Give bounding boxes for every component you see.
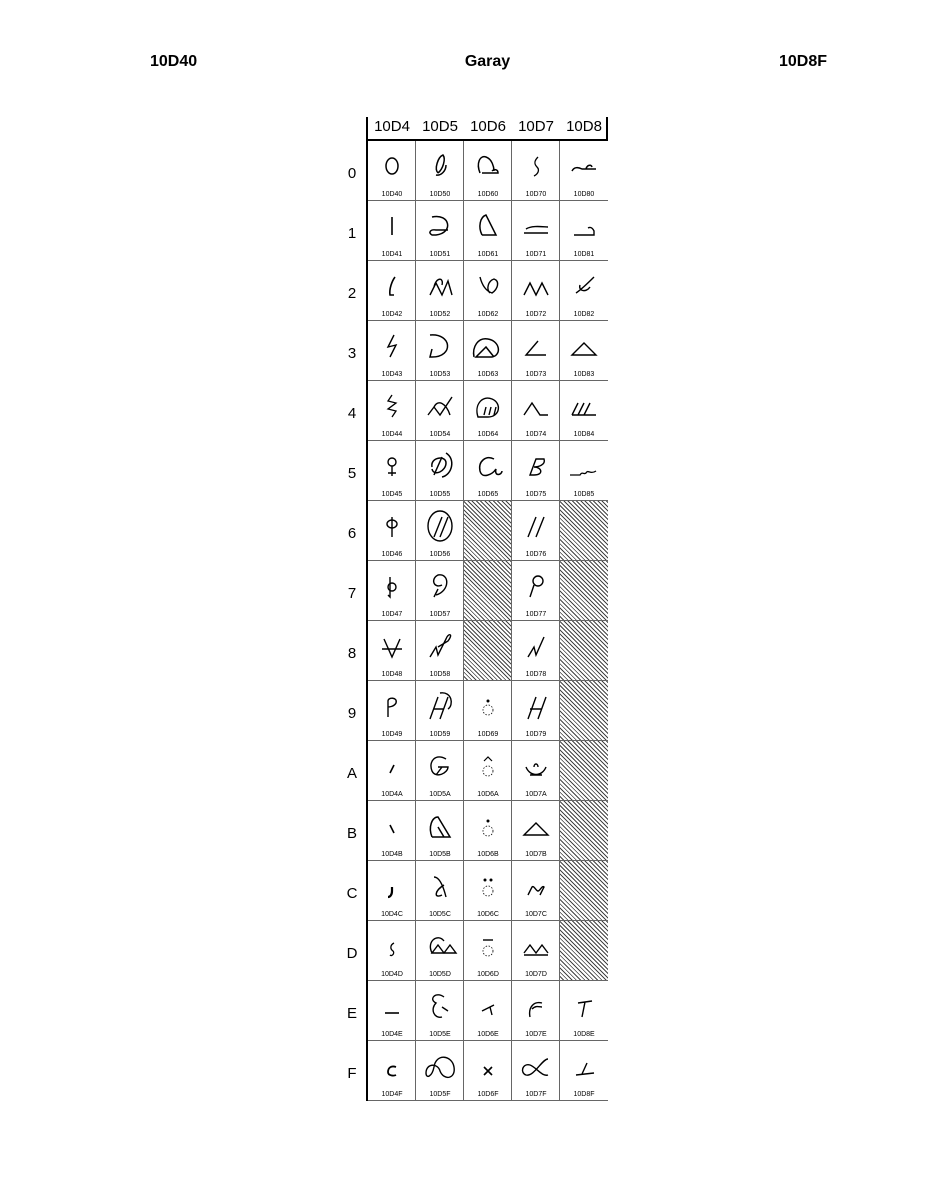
circumflex-mark-icon xyxy=(464,749,512,783)
code-cell xyxy=(512,501,560,561)
n-slash-icon xyxy=(512,629,560,663)
code-cell xyxy=(464,921,512,981)
code-point-label: 10D82 xyxy=(573,311,595,318)
triangle-hook-icon xyxy=(464,209,512,243)
check-arc-icon xyxy=(416,389,464,423)
reserved-cell xyxy=(560,921,608,981)
code-cell xyxy=(560,261,608,321)
times-icon xyxy=(464,1049,512,1083)
code-point-label: 10D42 xyxy=(381,311,403,318)
code-point-label: 10D75 xyxy=(525,491,547,498)
reserved-cell xyxy=(560,561,608,621)
code-cell xyxy=(368,201,416,261)
code-cell xyxy=(560,321,608,381)
b-slash-icon xyxy=(512,449,560,483)
code-point-label: 10D77 xyxy=(525,611,547,618)
code-point-label: 10D4D xyxy=(381,971,403,978)
code-cell xyxy=(512,681,560,741)
code-point-label: 10D49 xyxy=(381,731,403,738)
code-cell xyxy=(464,141,512,201)
c-icon xyxy=(368,1049,416,1083)
curl-v-icon xyxy=(464,269,512,303)
tick-icon xyxy=(464,989,512,1023)
code-cell xyxy=(464,681,512,741)
row-header: 3 xyxy=(347,345,357,362)
dot-mark-icon xyxy=(464,809,512,843)
code-point-label: 10D76 xyxy=(525,551,547,558)
row-header: 8 xyxy=(347,645,357,662)
code-cell xyxy=(368,621,416,681)
q-icon xyxy=(368,569,416,603)
code-point-label: 10D44 xyxy=(381,431,403,438)
dot-above-icon xyxy=(464,689,512,723)
code-cell xyxy=(512,441,560,501)
m-wave-icon xyxy=(512,269,560,303)
code-cell xyxy=(416,1041,464,1101)
code-point-label: 10D7B xyxy=(525,851,547,858)
p-icon xyxy=(368,689,416,723)
code-point-label: 10D4E xyxy=(381,1031,403,1038)
code-point-label: 10D7D xyxy=(525,971,547,978)
code-chart xyxy=(346,117,608,1101)
code-point-label: 10D5F xyxy=(429,1091,451,1098)
code-point-label: 10D41 xyxy=(381,251,403,258)
d-triangle-icon xyxy=(464,329,512,363)
v-cross-icon xyxy=(368,629,416,663)
d-loop-icon xyxy=(416,209,464,243)
b-loop-icon xyxy=(416,449,464,483)
code-cell xyxy=(368,381,416,441)
n-hook-icon xyxy=(416,629,464,663)
code-point-label: 10D5C xyxy=(429,911,451,918)
code-cell xyxy=(368,981,416,1041)
d-open-icon xyxy=(416,329,464,363)
code-cell xyxy=(416,501,464,561)
zigzag-icon xyxy=(368,389,416,423)
code-cell xyxy=(560,381,608,441)
code-point-label: 10D51 xyxy=(429,251,451,258)
code-point-label: 10D59 xyxy=(429,731,451,738)
d-stripes-icon xyxy=(464,389,512,423)
row-header: 2 xyxy=(347,285,357,302)
small-s2-icon xyxy=(368,929,416,963)
code-point-label: 10D81 xyxy=(573,251,595,258)
code-point-label: 10D6C xyxy=(477,911,499,918)
code-cell xyxy=(512,621,560,681)
code-cell xyxy=(512,141,560,201)
code-cell xyxy=(512,801,560,861)
column-header: 10D4 xyxy=(374,118,410,135)
code-cell xyxy=(512,321,560,381)
code-cell xyxy=(368,141,416,201)
c-loop-icon xyxy=(464,449,512,483)
code-point-label: 10D46 xyxy=(381,551,403,558)
code-cell xyxy=(416,681,464,741)
triangle-flag-icon xyxy=(560,329,608,363)
triple-stroke-icon xyxy=(560,389,608,423)
double-slash-icon xyxy=(512,509,560,543)
code-cell xyxy=(368,801,416,861)
inverted-t-icon xyxy=(560,1049,608,1083)
row-header: E xyxy=(346,1005,357,1022)
reserved-cell xyxy=(464,501,512,561)
code-point-label: 10D7A xyxy=(525,791,547,798)
code-point-label: 10D64 xyxy=(477,431,499,438)
code-cell xyxy=(368,921,416,981)
hook-tail-icon xyxy=(560,149,608,183)
code-point-label: 10D72 xyxy=(525,311,547,318)
m-underline-icon xyxy=(512,929,560,963)
code-cell xyxy=(416,921,464,981)
row-header: 9 xyxy=(347,705,357,722)
code-cell xyxy=(464,201,512,261)
range-start-label: 10D40 xyxy=(150,53,198,70)
loop-hook-icon xyxy=(464,149,512,183)
code-cell xyxy=(416,861,464,921)
row-header: A xyxy=(346,765,357,782)
reserved-cell xyxy=(560,501,608,561)
code-point-label: 10D52 xyxy=(429,311,451,318)
column-header: 10D6 xyxy=(470,118,506,135)
code-point-label: 10D58 xyxy=(429,671,451,678)
code-cell xyxy=(512,861,560,921)
bowl-icon xyxy=(512,749,560,783)
slash-l-icon xyxy=(368,269,416,303)
code-cell xyxy=(368,561,416,621)
code-cell xyxy=(416,981,464,1041)
reserved-cell xyxy=(560,801,608,861)
underline-curve-icon xyxy=(512,209,560,243)
code-point-label: 10D4C xyxy=(381,911,403,918)
diaeresis-mark-icon xyxy=(464,869,512,903)
code-cell xyxy=(368,441,416,501)
code-cell xyxy=(416,201,464,261)
code-point-label: 10D50 xyxy=(429,191,451,198)
code-point-label: 10D43 xyxy=(381,371,403,378)
code-cell xyxy=(416,441,464,501)
code-cell xyxy=(464,1041,512,1101)
code-point-label: 10D53 xyxy=(429,371,451,378)
code-point-label: 10D47 xyxy=(381,611,403,618)
row-header: 0 xyxy=(347,165,357,182)
reserved-cell xyxy=(560,621,608,681)
h-slash-icon xyxy=(512,689,560,723)
oval-slash-icon xyxy=(416,509,464,543)
code-point-label: 10D62 xyxy=(477,311,499,318)
code-cell xyxy=(512,261,560,321)
code-cell xyxy=(560,1041,608,1101)
code-cell xyxy=(416,561,464,621)
code-point-label: 10D56 xyxy=(429,551,451,558)
comma-icon xyxy=(368,869,416,903)
sin-icon xyxy=(560,449,608,483)
o-icon xyxy=(368,149,416,183)
code-point-label: 10D74 xyxy=(525,431,547,438)
code-point-label: 10D63 xyxy=(477,371,499,378)
code-cell xyxy=(416,621,464,681)
code-point-label: 10D5A xyxy=(429,791,451,798)
code-point-label: 10D7E xyxy=(525,1031,547,1038)
code-cell xyxy=(512,201,560,261)
code-cell xyxy=(464,741,512,801)
code-cell xyxy=(464,981,512,1041)
code-cell xyxy=(368,261,416,321)
code-point-label: 10D69 xyxy=(477,731,499,738)
code-point-label: 10D6D xyxy=(477,971,499,978)
code-cell xyxy=(464,261,512,321)
code-cell xyxy=(512,921,560,981)
backslash-icon xyxy=(368,809,416,843)
angle-icon xyxy=(512,329,560,363)
row-header: 6 xyxy=(347,525,357,542)
g-loop-icon xyxy=(416,749,464,783)
r-curve-icon xyxy=(512,989,560,1023)
code-cell xyxy=(368,741,416,801)
e-loop-icon xyxy=(416,989,464,1023)
code-cell xyxy=(368,501,416,561)
row-header: 5 xyxy=(347,465,357,482)
code-cell xyxy=(368,321,416,381)
code-point-label: 10D6F xyxy=(477,1091,499,1098)
code-cell xyxy=(416,741,464,801)
c-m-icon xyxy=(416,929,464,963)
code-cell xyxy=(464,801,512,861)
code-cell xyxy=(464,441,512,501)
code-point-label: 10D40 xyxy=(381,191,403,198)
infinity-loop-icon xyxy=(416,1049,464,1083)
column-header: 10D7 xyxy=(518,118,554,135)
row-header: 7 xyxy=(347,585,357,602)
code-point-label: 10D84 xyxy=(573,431,595,438)
code-cell xyxy=(512,1041,560,1101)
code-point-label: 10D5B xyxy=(429,851,451,858)
triangle-base-icon xyxy=(512,809,560,843)
step-icon xyxy=(560,209,608,243)
code-point-label: 10D4A xyxy=(381,791,403,798)
code-cell xyxy=(464,321,512,381)
code-point-label: 10D4B xyxy=(381,851,403,858)
row-header: 1 xyxy=(347,225,357,242)
reserved-cell xyxy=(560,741,608,801)
code-cell xyxy=(560,201,608,261)
pin-icon xyxy=(368,449,416,483)
bar-icon xyxy=(368,209,416,243)
code-cell xyxy=(416,321,464,381)
row-header: C xyxy=(346,885,358,902)
code-point-label: 10D85 xyxy=(573,491,595,498)
code-point-label: 10D48 xyxy=(381,671,403,678)
code-point-label: 10D83 xyxy=(573,371,595,378)
small-n-icon xyxy=(512,869,560,903)
reserved-cell xyxy=(464,561,512,621)
code-point-label: 10D45 xyxy=(381,491,403,498)
code-cell xyxy=(368,861,416,921)
reserved-cell xyxy=(560,681,608,741)
code-cell xyxy=(512,381,560,441)
page-title: Garay xyxy=(464,53,511,70)
b-oval-icon xyxy=(416,569,464,603)
code-point-label: 10D65 xyxy=(477,491,499,498)
phi-icon xyxy=(368,509,416,543)
lambda-loop-icon xyxy=(416,869,464,903)
code-point-label: 10D80 xyxy=(573,191,595,198)
dash-icon xyxy=(368,989,416,1023)
code-point-label: 10D5E xyxy=(429,1031,451,1038)
code-point-label: 10D6E xyxy=(477,1031,499,1038)
alpha-loop-icon xyxy=(512,1049,560,1083)
code-point-label: 10D7C xyxy=(525,911,547,918)
code-point-label: 10D7F xyxy=(525,1091,547,1098)
peak-loop-icon xyxy=(416,269,464,303)
code-point-label: 10D60 xyxy=(477,191,499,198)
code-cell xyxy=(416,801,464,861)
code-point-label: 10D71 xyxy=(525,251,547,258)
peak-tail-icon xyxy=(512,389,560,423)
row-header: B xyxy=(346,825,357,842)
code-point-label: 10D54 xyxy=(429,431,451,438)
small-s-icon xyxy=(512,149,560,183)
code-cell xyxy=(464,381,512,441)
code-cell xyxy=(560,441,608,501)
code-point-label: 10D4F xyxy=(381,1091,403,1098)
code-cell xyxy=(464,861,512,921)
code-cell xyxy=(512,561,560,621)
reserved-cell xyxy=(464,621,512,681)
t-hook-icon xyxy=(560,989,608,1023)
code-point-label: 10D6B xyxy=(477,851,499,858)
code-cell xyxy=(368,1041,416,1101)
code-point-label: 10D61 xyxy=(477,251,499,258)
swash-icon xyxy=(560,269,608,303)
code-point-label: 10D57 xyxy=(429,611,451,618)
code-point-label: 10D8F xyxy=(573,1091,595,1098)
code-point-label: 10D55 xyxy=(429,491,451,498)
code-point-label: 10D6A xyxy=(477,791,499,798)
code-cell xyxy=(416,381,464,441)
row-header: 4 xyxy=(347,405,357,422)
code-cell xyxy=(416,141,464,201)
eye-hook-icon xyxy=(416,149,464,183)
code-point-label: 10D79 xyxy=(525,731,547,738)
code-cell xyxy=(512,981,560,1041)
h-loop-icon xyxy=(416,689,464,723)
column-header: 10D8 xyxy=(566,118,602,135)
code-point-label: 10D73 xyxy=(525,371,547,378)
stroke-icon xyxy=(368,749,416,783)
code-point-label: 10D8E xyxy=(573,1031,595,1038)
macron-mark-icon xyxy=(464,929,512,963)
column-header: 10D5 xyxy=(422,118,458,135)
row-header: F xyxy=(347,1065,357,1082)
code-point-label: 10D5D xyxy=(429,971,451,978)
code-cell xyxy=(416,261,464,321)
triangle-loop-icon xyxy=(416,809,464,843)
code-cell xyxy=(368,681,416,741)
code-cell xyxy=(560,981,608,1041)
row-header: D xyxy=(346,945,358,962)
p-hook-icon xyxy=(512,569,560,603)
code-cell xyxy=(512,741,560,801)
bolt-icon xyxy=(368,329,416,363)
code-point-label: 10D70 xyxy=(525,191,547,198)
code-cell xyxy=(560,141,608,201)
code-point-label: 10D78 xyxy=(525,671,547,678)
reserved-cell xyxy=(560,861,608,921)
range-end-label: 10D8F xyxy=(778,53,827,70)
